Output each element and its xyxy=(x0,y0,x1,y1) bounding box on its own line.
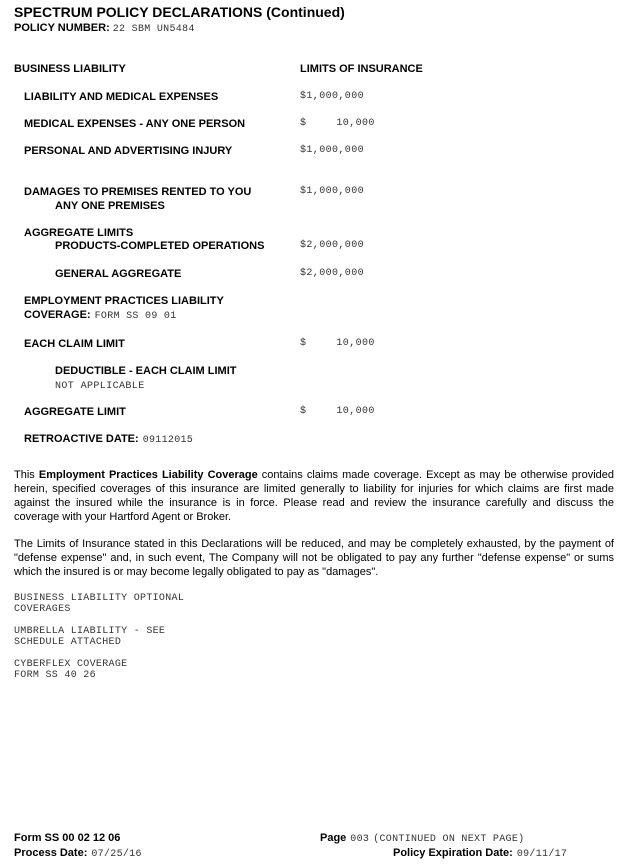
form-number: Form SS 00 02 12 06 xyxy=(14,832,121,844)
row-products-completed-label: PRODUCTS-COMPLETED OPERATIONS xyxy=(55,240,265,252)
amount-value: 10,000 xyxy=(336,406,375,417)
optional-line: COVERAGES xyxy=(14,604,71,615)
currency-symbol: $ xyxy=(300,338,307,349)
optional-line: FORM SS 40 26 xyxy=(14,670,96,681)
amount-value: 2,000,000 xyxy=(306,240,365,251)
process-date xyxy=(14,847,142,860)
optional-line: SCHEDULE ATTACHED xyxy=(14,637,122,648)
optional-coverage-1 xyxy=(14,593,184,615)
paragraph-text: This xyxy=(14,469,39,481)
currency-symbol: $ xyxy=(300,145,307,156)
currency-symbol: $ xyxy=(300,186,307,197)
page-label: Page xyxy=(320,832,347,844)
row-medical-one-person-label: MEDICAL EXPENSES - ANY ONE PERSON xyxy=(24,118,246,130)
policy-number-value: 22 SBM UN5484 xyxy=(112,24,195,35)
optional-line: BUSINESS LIABILITY OPTIONAL xyxy=(14,593,185,604)
page-indicator xyxy=(320,832,524,845)
policy-number xyxy=(14,22,195,35)
amount-value: 1,000,000 xyxy=(306,145,365,156)
row-damages-premises-label-1: DAMAGES TO PREMISES RENTED TO YOU xyxy=(24,186,252,198)
row-deductible-label: DEDUCTIBLE - EACH CLAIM LIMIT xyxy=(55,365,237,377)
row-aggregate-limit-label: AGGREGATE LIMIT xyxy=(24,406,126,418)
row-damages-premises-label-2: ANY ONE PREMISES xyxy=(55,200,165,212)
currency-symbol: $ xyxy=(300,240,307,251)
currency-symbol: $ xyxy=(300,406,307,417)
row-personal-advertising-label: PERSONAL AND ADVERTISING INJURY xyxy=(24,145,233,157)
page-continued-note: (CONTINUED ON NEXT PAGE) xyxy=(373,834,525,845)
expiration-date-value: 09/11/17 xyxy=(516,849,568,860)
optional-coverage-3 xyxy=(14,659,127,681)
row-damages-premises-amount xyxy=(300,186,364,197)
currency-symbol: $ xyxy=(300,91,307,102)
policy-number-label: POLICY NUMBER: xyxy=(14,22,110,34)
coverage-form: FORM SS 09 01 xyxy=(94,311,177,322)
currency-symbol: $ xyxy=(300,118,307,129)
expiration-label: Policy Expiration Date: xyxy=(393,847,513,859)
optional-coverage-2 xyxy=(14,626,165,648)
optional-line: CYBERFLEX COVERAGE xyxy=(14,659,128,670)
row-aggregate-limit-amount xyxy=(300,406,375,417)
row-general-aggregate-amount xyxy=(300,268,364,279)
row-products-completed-amount xyxy=(300,240,364,251)
row-employment-practices-label: EMPLOYMENT PRACTICES LIABILITY xyxy=(24,295,224,307)
retroactive-value: 09112015 xyxy=(142,435,194,446)
claims-made-paragraph xyxy=(14,468,614,524)
row-employment-coverage xyxy=(24,309,177,322)
paragraph-bold-term: Employment Practices Liability Coverage xyxy=(38,469,258,481)
currency-symbol: $ xyxy=(300,268,307,279)
retroactive-label: RETROACTIVE DATE: xyxy=(24,433,139,445)
row-aggregate-limits-label: AGGREGATE LIMITS xyxy=(24,227,134,239)
amount-value: 10,000 xyxy=(336,338,375,349)
policy-expiration xyxy=(393,847,567,860)
column-header-business-liability: BUSINESS LIABILITY xyxy=(14,63,126,75)
amount-value: 1,000,000 xyxy=(306,91,365,102)
row-each-claim-amount xyxy=(300,338,375,349)
row-personal-advertising-amount xyxy=(300,145,364,156)
paragraph-text: contains claims made coverage. Except as may be otherwise provided herein, specified coverages of this insurance are limited generally to liability for injuries for which claims are first made against the insured while the insurance is in force. Please read and review the insurance carefully and discuss the coverage with your Hartford Agent or Broker. xyxy=(14,469,614,523)
row-liability-medical-amount xyxy=(300,91,364,102)
page-number: 003 xyxy=(350,834,370,845)
process-date-label: Process Date: xyxy=(14,847,88,859)
process-date-value: 07/25/16 xyxy=(91,849,142,860)
amount-value: 1,000,000 xyxy=(306,186,365,197)
optional-line: UMBRELLA LIABILITY - SEE xyxy=(14,626,166,637)
row-each-claim-label: EACH CLAIM LIMIT xyxy=(24,338,125,350)
row-liability-medical-label: LIABILITY AND MEDICAL EXPENSES xyxy=(24,91,219,103)
row-retroactive-date xyxy=(24,433,193,446)
coverage-label: COVERAGE: xyxy=(24,309,91,321)
row-general-aggregate-label: GENERAL AGGREGATE xyxy=(55,268,182,280)
page-title: SPECTRUM POLICY DECLARATIONS (Continued) xyxy=(14,4,345,20)
amount-value: 2,000,000 xyxy=(306,268,365,279)
defense-expense-paragraph: The Limits of Insurance stated in this Declarations will be reduced, and may be completely exhausted, by the payment of "defense expense" and, in such event, The Company will not be obligated to pay any further "defense expense" or sums which the insured is or may become legally obligated to pay as "damages". xyxy=(14,538,614,578)
amount-value: 10,000 xyxy=(336,118,375,129)
row-deductible-value: NOT APPLICABLE xyxy=(55,381,145,392)
row-medical-one-person-amount xyxy=(300,118,375,129)
column-header-limits: LIMITS OF INSURANCE xyxy=(300,63,423,75)
